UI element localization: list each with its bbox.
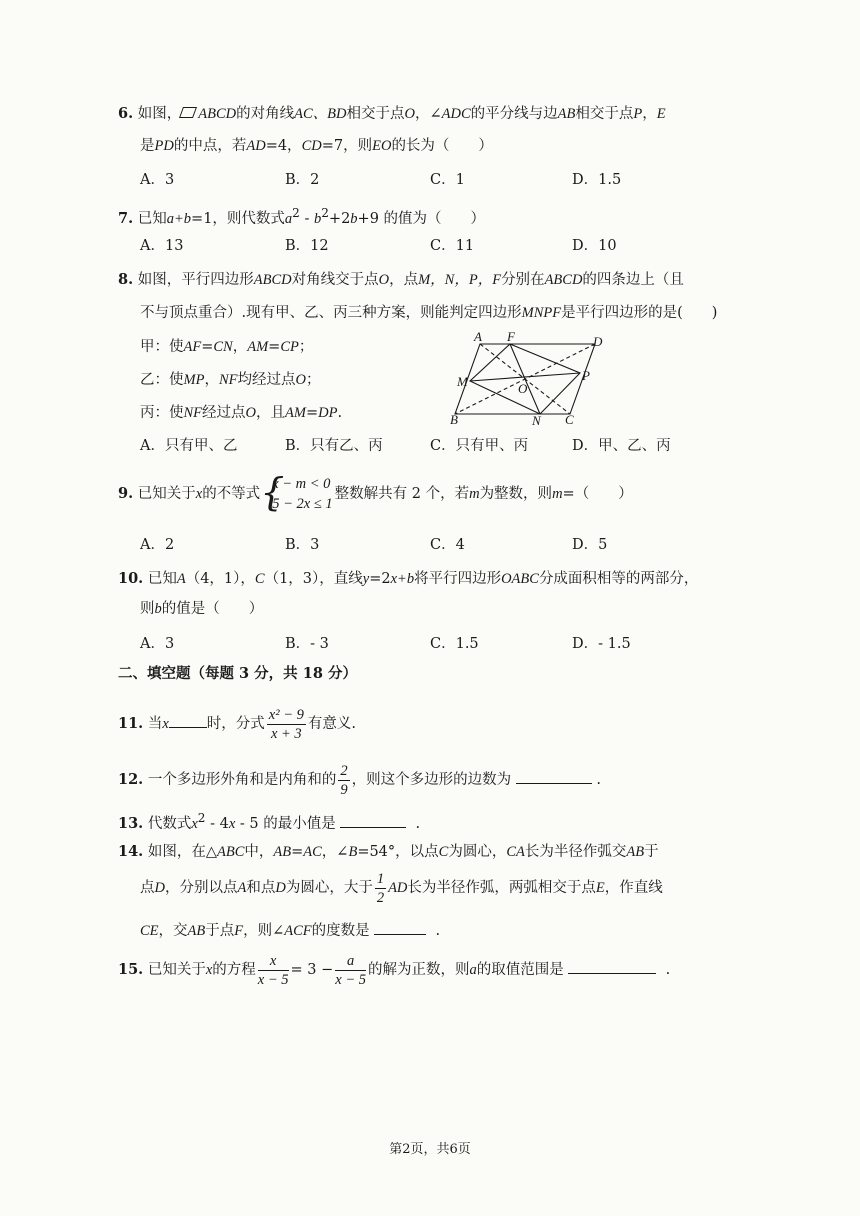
text: x bbox=[205, 962, 213, 978]
text: =4， bbox=[265, 138, 302, 154]
text: 的对角线 bbox=[236, 106, 295, 122]
text: ； bbox=[298, 339, 314, 355]
text: AM bbox=[247, 339, 269, 355]
text: - 4 bbox=[205, 815, 229, 832]
fraction bbox=[267, 706, 306, 743]
text: AB bbox=[273, 844, 292, 860]
answer-blank[interactable] bbox=[568, 959, 656, 974]
text: x+b bbox=[390, 571, 415, 587]
text: x bbox=[228, 815, 236, 832]
option-d[interactable]: D．1.5 bbox=[572, 172, 622, 188]
text: 的长为（ ） bbox=[391, 138, 493, 154]
question-number: 14. bbox=[118, 843, 144, 860]
text: . bbox=[435, 923, 441, 939]
text: . bbox=[596, 772, 601, 788]
text: 2 bbox=[376, 889, 385, 906]
label-b: B bbox=[450, 412, 458, 426]
text: ，∠ bbox=[321, 844, 349, 860]
fraction bbox=[375, 870, 386, 907]
text: 已知关于 bbox=[137, 486, 196, 502]
question-8-line-1 bbox=[118, 270, 738, 290]
text: 整数解共有 2 个，若 bbox=[334, 486, 470, 502]
label-m: M bbox=[457, 374, 468, 389]
text: a bbox=[284, 210, 293, 227]
question-11 bbox=[118, 704, 738, 744]
option-d[interactable]: D．5 bbox=[572, 537, 608, 553]
option-a[interactable]: A．13 bbox=[140, 238, 184, 254]
option-c[interactable]: C．11 bbox=[430, 238, 475, 254]
answer-blank[interactable] bbox=[374, 920, 426, 935]
option-d[interactable]: D．- 1.5 bbox=[572, 636, 631, 652]
question-number: 8. bbox=[118, 271, 134, 288]
text: m bbox=[552, 486, 563, 502]
text: ，∠ bbox=[414, 106, 442, 122]
text: 如图，平行四边形 bbox=[137, 272, 254, 288]
text: 不与顶点重合）.现有甲、乙、丙三种方案，则能判定四边形 bbox=[140, 305, 522, 321]
question-number: 13. bbox=[118, 814, 144, 832]
text: P bbox=[633, 106, 643, 122]
text: NF bbox=[218, 372, 238, 388]
text: x² − 9 bbox=[268, 706, 304, 723]
question-number: 15. bbox=[118, 961, 144, 978]
text: NF bbox=[183, 405, 203, 421]
parallelogram-figure bbox=[440, 326, 610, 426]
label-c: C bbox=[565, 412, 574, 426]
text: ABCD bbox=[544, 272, 583, 288]
text: +9 的值为（ ） bbox=[357, 210, 486, 227]
text: AC bbox=[303, 844, 322, 860]
option-d[interactable]: D．甲、乙、丙 bbox=[572, 438, 671, 454]
question-14-line-1 bbox=[118, 842, 738, 862]
text: a+b bbox=[166, 210, 192, 227]
text: . bbox=[665, 962, 671, 978]
text: 分成面积相等的两部分， bbox=[538, 571, 699, 587]
text: 均经过点 bbox=[237, 372, 296, 388]
text: O bbox=[378, 272, 390, 288]
text: 已知关于 bbox=[147, 962, 206, 978]
brace-icon: { bbox=[260, 470, 285, 514]
text: b bbox=[350, 210, 358, 227]
text: CA bbox=[506, 844, 525, 860]
text: 为圆心， bbox=[448, 844, 507, 860]
text: 和点 bbox=[246, 880, 276, 896]
text: a bbox=[469, 962, 477, 978]
text: ，且 bbox=[256, 405, 286, 421]
text: b bbox=[313, 210, 322, 227]
text: =54°，以点 bbox=[357, 844, 439, 860]
text: 2 bbox=[197, 811, 206, 825]
fraction bbox=[335, 952, 366, 989]
text: =2 bbox=[369, 571, 391, 587]
text: 中， bbox=[244, 844, 274, 860]
inequality-system bbox=[260, 470, 333, 514]
label-p: P bbox=[582, 368, 590, 383]
text: . bbox=[337, 405, 343, 421]
answer-blank[interactable] bbox=[340, 813, 406, 828]
text: ACF bbox=[284, 923, 312, 939]
text: AB bbox=[187, 923, 206, 939]
question-number: 7. bbox=[118, 209, 134, 227]
text: 2 bbox=[340, 762, 348, 779]
text: ABCD bbox=[253, 272, 292, 288]
question-10-line-1 bbox=[118, 569, 738, 589]
parallelogram-symbol-icon bbox=[179, 107, 197, 118]
text: MNPF bbox=[521, 305, 562, 321]
text: = bbox=[268, 339, 281, 355]
text: =（ ） bbox=[562, 486, 633, 502]
text: 分别在 bbox=[501, 272, 545, 288]
text: A bbox=[237, 880, 247, 896]
text: AD bbox=[388, 880, 408, 896]
text: 的取值范围是 bbox=[476, 962, 564, 978]
question-8-line-2 bbox=[140, 303, 717, 323]
text: 相交于点 bbox=[346, 106, 405, 122]
text: 如图， bbox=[137, 106, 182, 122]
text: 相交于点 bbox=[575, 106, 634, 122]
question-15 bbox=[118, 950, 738, 990]
text: x bbox=[195, 486, 203, 502]
option-a[interactable]: A．2 bbox=[140, 537, 175, 553]
inequality-1: x − m < 0 bbox=[272, 476, 331, 492]
text: O bbox=[404, 106, 415, 122]
section-heading: 二、填空题（每题 3 分，共 18 分） bbox=[118, 665, 357, 682]
question-14-line-3 bbox=[140, 920, 440, 941]
text: ， bbox=[642, 106, 657, 122]
text: x + 3 bbox=[270, 725, 302, 742]
text: 2 bbox=[292, 206, 300, 220]
text: x bbox=[162, 716, 169, 732]
option-a[interactable]: A．3 bbox=[140, 172, 175, 188]
inequality-2: 5 − 2x ≤ 1 bbox=[272, 496, 333, 512]
text: CN bbox=[213, 339, 233, 355]
text: C bbox=[438, 844, 449, 860]
text: ，则∠ bbox=[243, 923, 285, 939]
text: 9 bbox=[340, 781, 348, 798]
answer-blank[interactable] bbox=[169, 713, 207, 728]
text: - bbox=[299, 210, 314, 227]
text: ， bbox=[232, 339, 248, 355]
text: AB bbox=[626, 844, 645, 860]
text: （1，3），直线 bbox=[264, 571, 363, 587]
text: AM bbox=[285, 405, 306, 421]
page-footer: 第2页，共6页 bbox=[389, 1142, 471, 1157]
question-number: 9. bbox=[118, 485, 134, 502]
text: 于点 bbox=[205, 923, 235, 939]
option-c[interactable]: C．1 bbox=[430, 172, 465, 188]
text: ，作直线 bbox=[604, 880, 663, 896]
text: 的不等式 bbox=[202, 486, 261, 502]
text: . bbox=[415, 815, 421, 832]
text: 的方程 bbox=[212, 962, 256, 978]
text: 甲：使 bbox=[140, 339, 184, 355]
text: E bbox=[656, 106, 666, 122]
text: 已知 bbox=[147, 571, 177, 587]
text: ； bbox=[305, 372, 321, 388]
text: m bbox=[469, 486, 480, 502]
text: CE bbox=[140, 923, 159, 939]
question-number: 12. bbox=[118, 771, 144, 788]
text: 的四条边上（且 bbox=[582, 272, 684, 288]
text: 1 bbox=[376, 870, 385, 887]
text: ，交 bbox=[158, 923, 188, 939]
text: =1，则代数式 bbox=[191, 210, 285, 227]
text: ， bbox=[204, 372, 219, 388]
text: EO bbox=[372, 138, 392, 154]
label-d: D bbox=[593, 334, 603, 349]
text: D bbox=[154, 880, 165, 896]
text: x bbox=[258, 952, 289, 971]
text: ，分别以点 bbox=[164, 880, 238, 896]
label-n: N bbox=[532, 413, 541, 426]
text: 一个多边形外角和是内角和的 bbox=[147, 772, 337, 788]
plan-jia bbox=[140, 337, 313, 357]
text: x bbox=[191, 815, 198, 832]
text: 长为半径作弧，两弧相交于点 bbox=[407, 880, 596, 896]
text: 代数式 bbox=[147, 815, 192, 832]
question-6-line-2 bbox=[140, 136, 493, 156]
text: 长为半径作弧交 bbox=[524, 844, 627, 860]
text: 当 bbox=[147, 716, 163, 732]
text: 的解为正数，则 bbox=[368, 962, 470, 978]
text: ADC bbox=[441, 106, 471, 122]
text: 丙：使 bbox=[140, 405, 184, 421]
option-c[interactable]: C．1.5 bbox=[430, 636, 479, 652]
fraction bbox=[338, 762, 349, 799]
text: AB bbox=[557, 106, 576, 122]
label-f: F bbox=[507, 329, 515, 344]
text: M，N，P，F bbox=[418, 272, 502, 288]
question-14-line-2 bbox=[140, 868, 663, 908]
text: OABC bbox=[501, 571, 539, 587]
text: C bbox=[254, 571, 265, 587]
text: MP bbox=[183, 372, 205, 388]
text: 2 bbox=[321, 206, 329, 220]
text: =7，则 bbox=[321, 138, 373, 154]
text: 于 bbox=[644, 844, 659, 860]
text: AF bbox=[183, 339, 202, 355]
text: 的中点，若 bbox=[173, 138, 247, 154]
answer-blank[interactable] bbox=[516, 769, 592, 784]
text: E bbox=[595, 880, 605, 896]
text: B bbox=[348, 844, 358, 860]
text: O bbox=[245, 405, 257, 421]
text: 是平行四边形的是( ) bbox=[561, 305, 718, 321]
text: PD bbox=[154, 138, 174, 154]
text: CD bbox=[301, 138, 322, 154]
text: 点 bbox=[140, 880, 155, 896]
text: = bbox=[201, 339, 214, 355]
question-number: 11. bbox=[118, 715, 144, 732]
option-a[interactable]: A．只有甲、乙 bbox=[140, 438, 238, 454]
text: ABC bbox=[217, 844, 245, 860]
plan-yi bbox=[140, 370, 320, 390]
text: 对角线交于点 bbox=[291, 272, 379, 288]
text: 为圆心，大于 bbox=[285, 880, 373, 896]
text: +2 bbox=[328, 210, 351, 227]
text: 是 bbox=[140, 138, 155, 154]
question-10-line-2 bbox=[140, 599, 263, 619]
text: O bbox=[295, 372, 306, 388]
option-b[interactable]: B．3 bbox=[285, 537, 320, 553]
text: 如图，在△ bbox=[147, 844, 217, 860]
label-a: A bbox=[474, 329, 482, 344]
option-b[interactable]: B．2 bbox=[285, 172, 320, 188]
text: 有意义. bbox=[307, 716, 356, 732]
text: （4，1）， bbox=[185, 571, 255, 587]
text: b bbox=[154, 601, 162, 617]
text: 乙：使 bbox=[140, 372, 184, 388]
text: 将平行四边形 bbox=[414, 571, 502, 587]
option-c[interactable]: C．4 bbox=[430, 537, 465, 553]
text: = bbox=[305, 405, 319, 421]
question-13 bbox=[118, 808, 738, 834]
text: AC、BD bbox=[294, 106, 347, 122]
text: ABCD bbox=[198, 106, 237, 122]
option-a[interactable]: A．3 bbox=[140, 636, 175, 652]
text: = 3 − bbox=[290, 962, 334, 978]
text: x − 5 bbox=[257, 971, 289, 988]
question-9 bbox=[118, 472, 738, 516]
option-c[interactable]: C．只有甲、丙 bbox=[430, 438, 529, 454]
option-d[interactable]: D．10 bbox=[572, 238, 617, 254]
text: 的值是（ ） bbox=[161, 601, 264, 617]
option-b[interactable]: B．12 bbox=[285, 238, 329, 254]
plan-bing bbox=[140, 403, 342, 423]
text: 时，分式 bbox=[206, 716, 265, 732]
text: a bbox=[335, 952, 366, 971]
text: AD bbox=[246, 138, 266, 154]
text: DP bbox=[318, 405, 338, 421]
text: 的度数是 bbox=[311, 923, 370, 939]
text: D bbox=[275, 880, 286, 896]
text: CP bbox=[280, 339, 299, 355]
option-b[interactable]: B．- 3 bbox=[285, 636, 329, 652]
text: x − 5 bbox=[335, 971, 366, 988]
option-b[interactable]: B．只有乙、丙 bbox=[285, 438, 383, 454]
question-6-line-1 bbox=[118, 104, 738, 124]
label-o: O bbox=[518, 381, 528, 396]
text: 已知 bbox=[137, 210, 167, 227]
text: 为整数，则 bbox=[479, 486, 553, 502]
text: 的平分线与边 bbox=[470, 106, 558, 122]
text: A bbox=[176, 571, 186, 587]
text: 经过点 bbox=[202, 405, 246, 421]
text: - 5 的最小值是 bbox=[235, 815, 336, 832]
text: y bbox=[362, 571, 370, 587]
question-12 bbox=[118, 760, 738, 800]
question-number: 10. bbox=[118, 570, 144, 587]
text: 则 bbox=[140, 601, 155, 617]
fraction bbox=[258, 952, 289, 989]
text: = bbox=[291, 844, 304, 860]
text: ，点 bbox=[389, 272, 419, 288]
text: ，则这个多边形的边数为 bbox=[351, 772, 512, 788]
question-number: 6. bbox=[118, 105, 134, 122]
question-7 bbox=[118, 203, 738, 229]
text: F bbox=[234, 923, 244, 939]
